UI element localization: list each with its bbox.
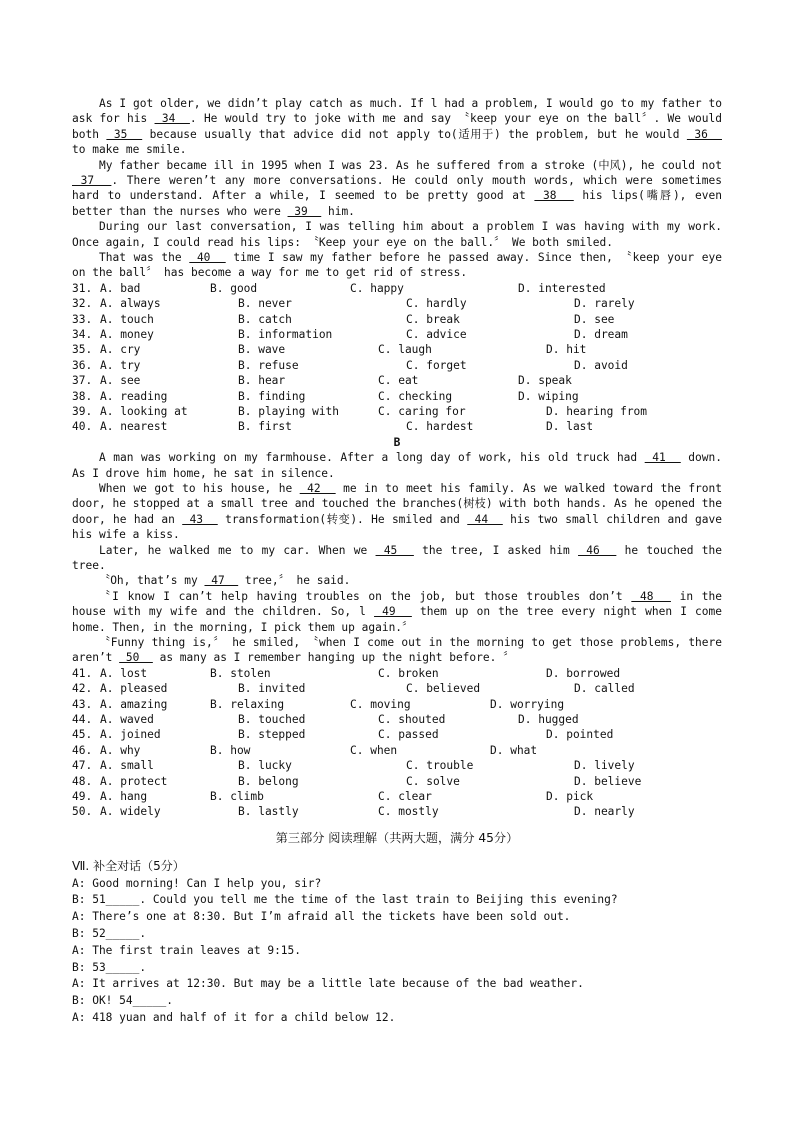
option-d: D. dream <box>574 328 628 342</box>
option-d: D. interested <box>518 281 606 295</box>
option-d: D. hugged <box>518 713 579 727</box>
option-a: A. small <box>100 759 154 773</box>
dialogue-line: A: It arrives at 12:30. But may be a little late because of the bad weather. <box>72 977 584 991</box>
option-c: C. solve <box>406 774 460 788</box>
option-b: B. stepped <box>238 728 306 742</box>
option-a: A. pleased <box>100 682 168 696</box>
question-number: 47. <box>72 759 93 773</box>
paragraph: 〝Oh, that’s my 47 tree,〞 he said. <box>99 574 351 588</box>
question-number: 33. <box>72 312 93 326</box>
option-a: A. joined <box>100 728 161 742</box>
section-b-title: B <box>393 435 401 449</box>
question-number: 42. <box>72 682 93 696</box>
option-row <box>72 342 722 357</box>
blank-49: 49 <box>374 605 412 619</box>
question-number: 35. <box>72 343 93 357</box>
option-row <box>72 389 722 404</box>
question-number: 38. <box>72 389 93 403</box>
option-c: C. moving <box>350 697 411 711</box>
dialogue-line: B: 52_____. <box>72 926 147 940</box>
option-a: A. bad <box>100 281 141 295</box>
blank-45: 45 <box>375 543 414 557</box>
option-b: B. lastly <box>238 805 299 819</box>
option-b: B. wave <box>238 343 286 357</box>
question-number: 34. <box>72 328 93 342</box>
option-a: A. waved <box>100 713 154 727</box>
blank-37: 37 <box>72 174 112 188</box>
option-c: C. forget <box>406 358 467 372</box>
option-b: B. information <box>238 328 333 342</box>
question-number: 41. <box>72 666 93 680</box>
option-b: B. belong <box>238 774 299 788</box>
option-d: D. wiping <box>518 389 579 403</box>
option-c: C. laugh <box>378 343 432 357</box>
option-row <box>72 727 722 742</box>
option-d: D. rarely <box>574 297 635 311</box>
option-c: C. trouble <box>406 759 474 773</box>
question-number: 50. <box>72 805 93 819</box>
option-c: C. hardly <box>406 297 467 311</box>
option-b: B. refuse <box>238 358 299 372</box>
option-row <box>72 666 722 681</box>
paragraph: As I got older, we didn’t play catch as much. If l had a problem, I would go to my father to ask for his 34 . He would try to joke with me and say 〝keep your eye on the ball〞. We would both 35 because usually that advice did not apply to(适用于) the problem, but he would 36 to make me smile. <box>72 97 722 157</box>
dialogue <box>72 876 722 1027</box>
exam-page <box>72 96 722 1027</box>
question-number: 45. <box>72 728 93 742</box>
option-row <box>72 743 722 758</box>
option-a: A. see <box>100 374 141 388</box>
paragraph: My father became ill in 1995 when I was 23. As he suffered from a stroke (中风), he could not 37 . There weren’t any more conversations. He could only mouth words, which were sometimes hard to understand. After a while, I seemed to be pretty good at 38 his lips(嘴唇), even better than the nurses who were 39 him. <box>72 158 723 218</box>
blank-39: 39 <box>287 204 322 218</box>
option-row <box>72 697 722 712</box>
option-b: B. climb <box>210 790 264 803</box>
option-row <box>72 789 722 804</box>
paragraph: Later, he walked me to my car. When we 45 the tree, I asked him 46 he touched the tree. <box>72 543 722 573</box>
option-c: C. eat <box>378 374 419 388</box>
option-a: A. cry <box>100 343 141 357</box>
blank-44: 44 <box>467 512 503 526</box>
option-d: D. hearing from <box>546 405 648 418</box>
option-a: A. looking at <box>100 405 188 418</box>
option-d: D. nearly <box>574 805 635 819</box>
blank-48: 48 <box>631 589 671 603</box>
question-number: 32. <box>72 297 93 311</box>
option-row <box>72 312 722 327</box>
option-a: A. lost <box>100 666 148 680</box>
option-b: B. how <box>210 743 251 757</box>
option-row <box>72 281 722 296</box>
options-b <box>72 666 722 820</box>
option-row <box>72 712 722 727</box>
passage-b <box>72 450 722 666</box>
dialogue-title: Ⅶ. 补全对话（5分） <box>72 859 185 874</box>
question-number: 39. <box>72 405 93 418</box>
paragraph: When we got to his house, he 42 me in to meet his family. As we walked toward the front door, he stopped at a small tree and touched the branches(树枝) with both hands. As he opened the door, he had an 43 transformation(转变). He smiled and 44 his two small children and gave his wife a kiss. <box>72 482 723 542</box>
option-d: D. worrying <box>490 697 565 711</box>
option-a: A. always <box>100 297 161 311</box>
option-b: B. never <box>238 297 292 311</box>
option-d: D. borrowed <box>546 666 621 680</box>
option-d: D. lively <box>574 759 635 773</box>
dialogue-line: A: 418 yuan and half of it for a child below 12. <box>72 1010 396 1024</box>
paragraph: 〝Funny thing is,〞 he smiled, 〝when I come out in the morning to get those problems, there aren’t 50 as many as I remember hanging up the night before. 〞 <box>72 636 722 665</box>
blank-47: 47 <box>204 574 239 588</box>
option-b: B. playing with <box>238 405 340 418</box>
paragraph: A man was working on my farmhouse. After a long day of work, his old truck had 41 down. As I drove him home, he sat in silence. <box>72 451 722 480</box>
dialogue-line: B: 53_____. <box>72 960 147 974</box>
blank-40: 40 <box>189 251 226 265</box>
option-a: A. protect <box>100 774 168 788</box>
option-c: C. checking <box>378 389 453 403</box>
option-c: C. caring for <box>378 405 466 418</box>
question-number: 44. <box>72 713 93 727</box>
blank-41: 41 <box>644 451 681 465</box>
paragraph: During our last conversation, I was telling him about a problem I was having with my work. Once again, I could read his lips: 〝Keep your eye on the ball.〞 We both smiled. <box>72 220 722 249</box>
blank-34: 34 <box>154 112 190 126</box>
option-row <box>72 404 722 419</box>
option-c: C. advice <box>406 328 467 342</box>
option-d: D. last <box>546 420 594 434</box>
dialogue-line: A: Good morning! Can I help you, sir? <box>72 876 322 890</box>
option-row <box>72 296 722 311</box>
blank-42: 42 <box>299 482 336 495</box>
option-row <box>72 804 722 819</box>
question-number: 31. <box>72 281 93 295</box>
option-d: D. pick <box>546 790 594 803</box>
option-c: C. clear <box>378 790 432 803</box>
dialogue-line: B: 51_____. Could you tell me the time of the last train to Beijing this evening? <box>72 893 618 907</box>
option-row <box>72 327 722 342</box>
option-b: B. first <box>238 420 292 434</box>
blank-35: 35 <box>106 127 143 141</box>
question-number: 37. <box>72 374 93 388</box>
option-d: D. hit <box>546 343 587 357</box>
option-b: B. touched <box>238 713 306 727</box>
paragraph: That was the 40 time I saw my father before he passed away. Since then, 〝keep your eye on the ball〞 has become a way for me to get rid of stress. <box>72 251 722 280</box>
option-b: B. stolen <box>210 666 271 680</box>
option-row <box>72 681 722 696</box>
option-d: D. what <box>490 743 538 757</box>
option-a: A. touch <box>100 312 154 326</box>
option-a: A. nearest <box>100 420 168 434</box>
blank-46: 46 <box>578 543 617 557</box>
question-number: 49. <box>72 790 93 803</box>
question-number: 48. <box>72 774 93 788</box>
blank-36: 36 <box>686 127 722 141</box>
option-a: A. amazing <box>100 697 168 711</box>
option-a: A. reading <box>100 389 168 403</box>
option-b: B. good <box>210 281 258 295</box>
option-row <box>72 373 722 388</box>
option-c: C. broken <box>378 666 439 680</box>
option-b: B. relaxing <box>210 697 285 711</box>
option-d: D. speak <box>518 374 572 388</box>
option-c: C. when <box>350 743 398 757</box>
option-row <box>72 758 722 773</box>
passage-a <box>72 96 722 281</box>
option-a: A. why <box>100 743 141 757</box>
option-c: C. mostly <box>378 805 439 819</box>
option-a: A. hang <box>100 790 148 803</box>
option-c: C. break <box>406 312 460 326</box>
part3-title: 第三部分 阅读理解（共两大题，满分 45分） <box>275 830 519 845</box>
question-number: 40. <box>72 420 93 434</box>
options-a <box>72 281 722 435</box>
option-c: C. passed <box>378 728 439 742</box>
option-d: D. avoid <box>574 358 628 372</box>
option-b: B. invited <box>238 682 306 696</box>
blank-50: 50 <box>119 651 153 665</box>
option-d: D. called <box>574 682 635 696</box>
option-c: C. believed <box>406 682 481 696</box>
option-row <box>72 419 722 434</box>
dialogue-line: B: OK! 54_____. <box>72 994 174 1008</box>
option-b: B. finding <box>238 389 306 403</box>
question-number: 43. <box>72 697 93 711</box>
option-c: C. hardest <box>406 420 474 434</box>
option-a: A. try <box>100 358 141 372</box>
dialogue-line: A: There’s one at 8:30. But I’m afraid all the tickets have been sold out. <box>72 910 571 924</box>
option-row <box>72 774 722 789</box>
question-number: 46. <box>72 743 93 757</box>
paragraph: 〝I know I can’t help having troubles on the job, but those troubles don’t 48 in the house with my wife and the children. So, l 49 them up on the tree every night when I come home. Then, in the morning, I pick them up again.〞 <box>72 589 722 634</box>
option-row <box>72 358 722 373</box>
blank-43: 43 <box>182 512 218 526</box>
option-c: C. shouted <box>378 713 446 727</box>
blank-38: 38 <box>534 189 574 203</box>
option-a: A. widely <box>100 805 161 819</box>
dialogue-line: A: The first train leaves at 9:15. <box>72 943 302 957</box>
option-c: C. happy <box>350 281 404 295</box>
option-b: B. hear <box>238 374 286 388</box>
option-d: D. believe <box>574 774 642 788</box>
option-d: D. see <box>574 312 615 326</box>
option-d: D. pointed <box>546 728 614 742</box>
question-number: 36. <box>72 358 93 372</box>
option-a: A. money <box>100 328 154 342</box>
option-b: B. catch <box>238 312 292 326</box>
option-b: B. lucky <box>238 759 292 773</box>
